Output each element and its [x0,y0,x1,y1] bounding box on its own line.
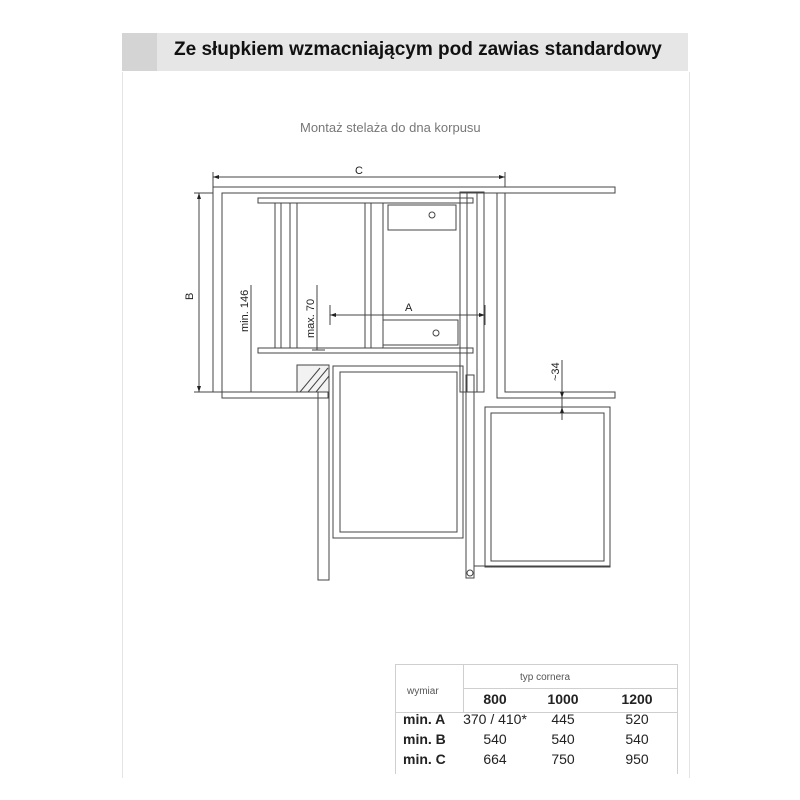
cabinet-top-wall [213,187,615,193]
approx-34-label: ~34 [550,362,562,381]
header-accent [122,33,157,71]
row-label-c: min. C [403,751,446,767]
rack-top-rail [258,198,473,203]
reinforcing-post [297,365,329,392]
hinge-post [466,375,474,578]
header-bar [122,33,688,71]
min-146-label: min. 146 [239,289,251,332]
group-header-label: typ cornera [520,672,571,683]
rack-left-post [275,203,297,348]
row-header-label: wymiar [407,686,439,697]
dimension-table [395,664,678,774]
drawing-subtitle: Montaż stelaża do dna korpusu [300,120,481,135]
lower-basket-bracket [383,320,458,345]
cell-c-800: 664 [483,751,507,767]
dimension-c-label: C [355,165,363,177]
rack-bottom-rail [258,348,473,353]
cell-c-1200: 950 [625,751,649,767]
dimension-b-label: B [184,292,196,300]
cell-a-1200: 520 [625,711,649,727]
left-door-strip [318,365,329,580]
column-header: 1200 [621,691,653,707]
cell-b-1200: 540 [625,731,649,747]
cell-c-1000: 750 [551,751,575,767]
cell-b-1000: 540 [551,731,575,747]
column-header: 1000 [547,691,579,707]
cell-b-800: 540 [483,731,507,747]
rack-mid-post [365,203,383,348]
upper-basket-bracket [388,205,456,230]
column-header: 800 [483,691,507,707]
dimension-a-label: A [405,302,413,314]
rack-right-post [460,192,477,392]
cell-a-1000: 445 [551,711,575,727]
right-front-basket [485,407,610,567]
page-title: Ze słupkiem wzmacniającym pod zawias standardowy [174,39,662,60]
cell-a-800: 370 / 410* [463,711,527,727]
left-front-basket [333,366,463,538]
technical-drawing [160,160,620,590]
row-label-a: min. A [403,711,446,727]
row-label-b: min. B [403,731,446,747]
max-70-label: max. 70 [305,298,317,338]
